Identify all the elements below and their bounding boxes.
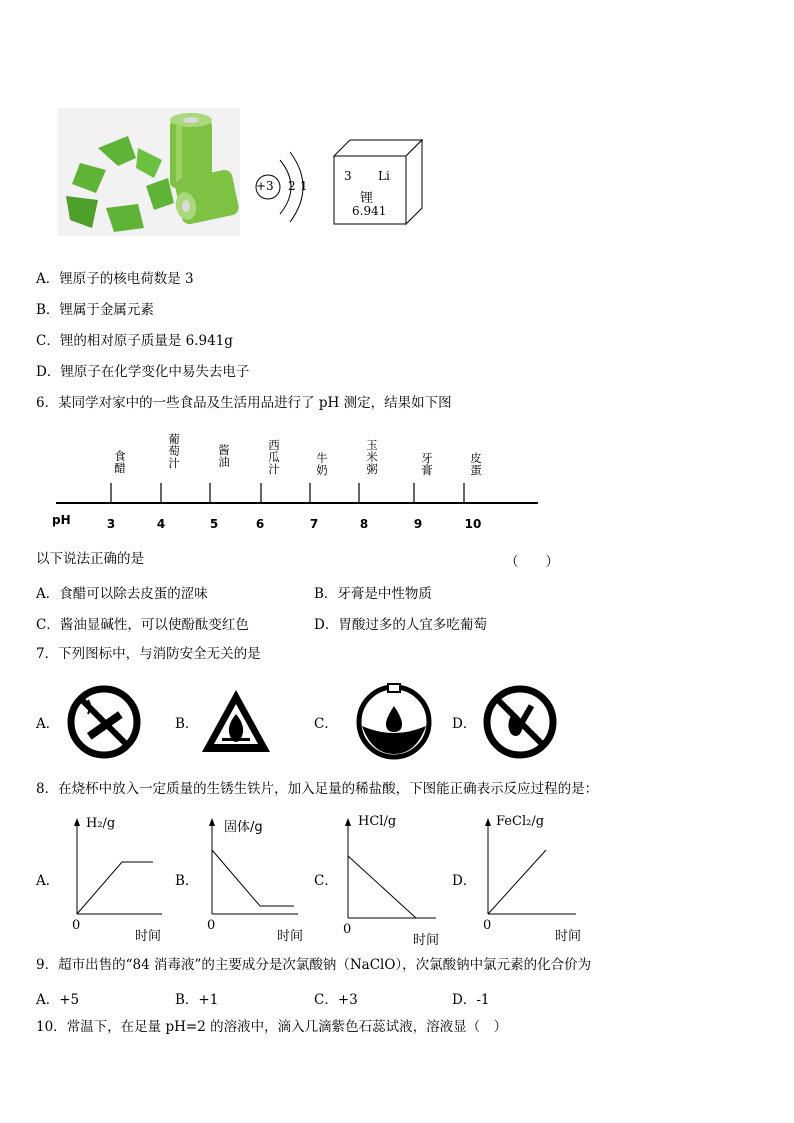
- ph-tick: 7: [309, 517, 319, 531]
- q5-option-a: A．锂原子的核电荷数是 3: [36, 271, 194, 287]
- graph-c-axes: [345, 818, 436, 918]
- q6-option-a: A．食醋可以除去皮蛋的涩味: [36, 586, 208, 602]
- q7-letter-c: C．: [314, 716, 338, 732]
- q6-answer-bracket: （ ）: [505, 554, 559, 570]
- no-fire-icon: [482, 684, 558, 760]
- q8-letter-c: C．: [314, 873, 338, 889]
- graph-d-xlabel: 时间: [555, 929, 582, 944]
- ph-food-label: 食 醋: [114, 449, 126, 475]
- graph-d-origin: 0: [483, 918, 492, 933]
- q5-option-c: C．锂的相对原子质量是 6.941g: [36, 333, 233, 349]
- graph-c-origin: 0: [343, 922, 352, 937]
- ph-tick: 6: [255, 517, 265, 531]
- ph-tick: 9: [413, 517, 423, 531]
- q8-graphs-svg: [0, 800, 794, 950]
- atom-shell-1-count: 2: [288, 179, 296, 193]
- ph-food-toothpaste: [419, 452, 435, 476]
- flammable-icon: [198, 686, 274, 756]
- ph-food-soy: [216, 444, 232, 468]
- element-symbol: Li: [378, 169, 390, 183]
- graph-c-xlabel: 时间: [413, 933, 440, 948]
- graph-a-ylabel: H₂/g: [86, 816, 116, 831]
- q6-option-c: C．酱油显碱性，可以使酚酞变红色: [36, 617, 249, 633]
- q9-option-a: A．+5: [36, 992, 80, 1008]
- q6-question: 以下说法正确的是: [36, 551, 144, 567]
- atom-nucleus-charge: +3: [256, 179, 274, 193]
- ph-food-label: 牛 奶: [316, 451, 328, 477]
- q7-letter-b: B．: [175, 716, 199, 732]
- q8-graphs: [0, 800, 794, 950]
- q7-letter-d: D．: [452, 716, 477, 732]
- q9-option-d: D．-1: [452, 992, 490, 1008]
- q9-option-c: C．+3: [314, 992, 358, 1008]
- q8-letter-d: D．: [452, 873, 477, 889]
- element-atomic-number: 3: [344, 169, 352, 183]
- ph-food-label: 皮 蛋: [470, 451, 482, 477]
- ph-food-label: 葡 萄 汁: [168, 432, 180, 470]
- graph-a-axes: [74, 818, 162, 914]
- graph-b-xlabel: 时间: [277, 929, 304, 944]
- ph-tick: 10: [464, 517, 482, 531]
- q9-option-b: B．+1: [175, 992, 219, 1008]
- ph-food-milk: [314, 452, 330, 476]
- water-saving-sign: [354, 682, 434, 766]
- no-fireworks-sign: [482, 684, 558, 764]
- no-smoking-icon: [66, 684, 142, 760]
- graph-c-ylabel: HCl/g: [358, 814, 397, 829]
- q5-option-d: D．锂原子在化学变化中易失去电子: [36, 364, 250, 380]
- element-name: 锂: [360, 191, 374, 206]
- q5-option-b: B．锂属于金属元素: [36, 302, 154, 318]
- ph-food-label: 牙 膏: [421, 451, 433, 477]
- ph-food-vinegar: [112, 450, 128, 474]
- graph-d-ylabel: FeCl₂/g: [496, 814, 545, 829]
- q6-stem: 6．某同学对家中的一些食品及生活用品进行了 pH 测定，结果如下图: [36, 395, 452, 411]
- ph-food-watermelon: [266, 439, 282, 475]
- graph-a-xlabel: 时间: [135, 929, 162, 944]
- ph-tick: 8: [359, 517, 369, 531]
- q6-option-d: D．胃酸过多的人宜多吃葡萄: [314, 617, 487, 633]
- ph-tick: 3: [106, 517, 116, 531]
- ph-axis-label: pH: [52, 513, 71, 527]
- q8-letter-a: A．: [36, 873, 60, 889]
- ph-food-egg: [468, 452, 484, 476]
- graph-b-ylabel: 固体/g: [224, 820, 263, 835]
- graph-d-axes: [485, 818, 576, 914]
- ph-tick: 5: [209, 517, 219, 531]
- q8-stem: 8．在烧杯中放入一定质量的生锈生铁片，加入足量的稀盐酸，下图能正确表示反应过程的是：: [36, 781, 599, 797]
- battery-recycle-image: [58, 108, 240, 236]
- ph-food-label: 酱 油: [218, 443, 230, 469]
- ph-food-corn: [364, 439, 380, 475]
- element-cell-lithium: [332, 138, 424, 226]
- q7-stem: 7．下列图标中，与消防安全无关的是: [36, 646, 261, 662]
- graph-a-origin: 0: [72, 918, 81, 933]
- water-drop-icon: [354, 682, 434, 762]
- battery-recycle-icon: [58, 108, 240, 236]
- q7-letter-a: A．: [36, 716, 60, 732]
- q9-stem: 9．超市出售的“84 消毒液”的主要成分是次氯酸钠（NaClO），次氯酸钠中氯元素的化合价为: [36, 957, 592, 973]
- q6-option-b: B．牙膏是中性物质: [314, 586, 432, 602]
- q10-stem: 10．常温下，在足量 pH=2 的溶液中，滴入几滴紫色石蕊试液，溶液显（ ）: [36, 1019, 508, 1035]
- atom-shell-2-count: 1: [300, 179, 308, 193]
- ph-tick: 4: [156, 517, 166, 531]
- ph-food-grape: [166, 433, 182, 469]
- ph-food-label: 玉 米 粥: [366, 438, 378, 476]
- q8-letter-b: B．: [175, 873, 199, 889]
- element-atomic-mass: 6.941: [352, 204, 387, 218]
- no-smoking-sign: [66, 684, 142, 764]
- graph-b-origin: 0: [207, 918, 216, 933]
- lithium-atom-diagram: [250, 140, 320, 230]
- ph-food-label: 西 瓜 汁: [268, 438, 280, 476]
- flammable-warning-sign: [198, 686, 274, 760]
